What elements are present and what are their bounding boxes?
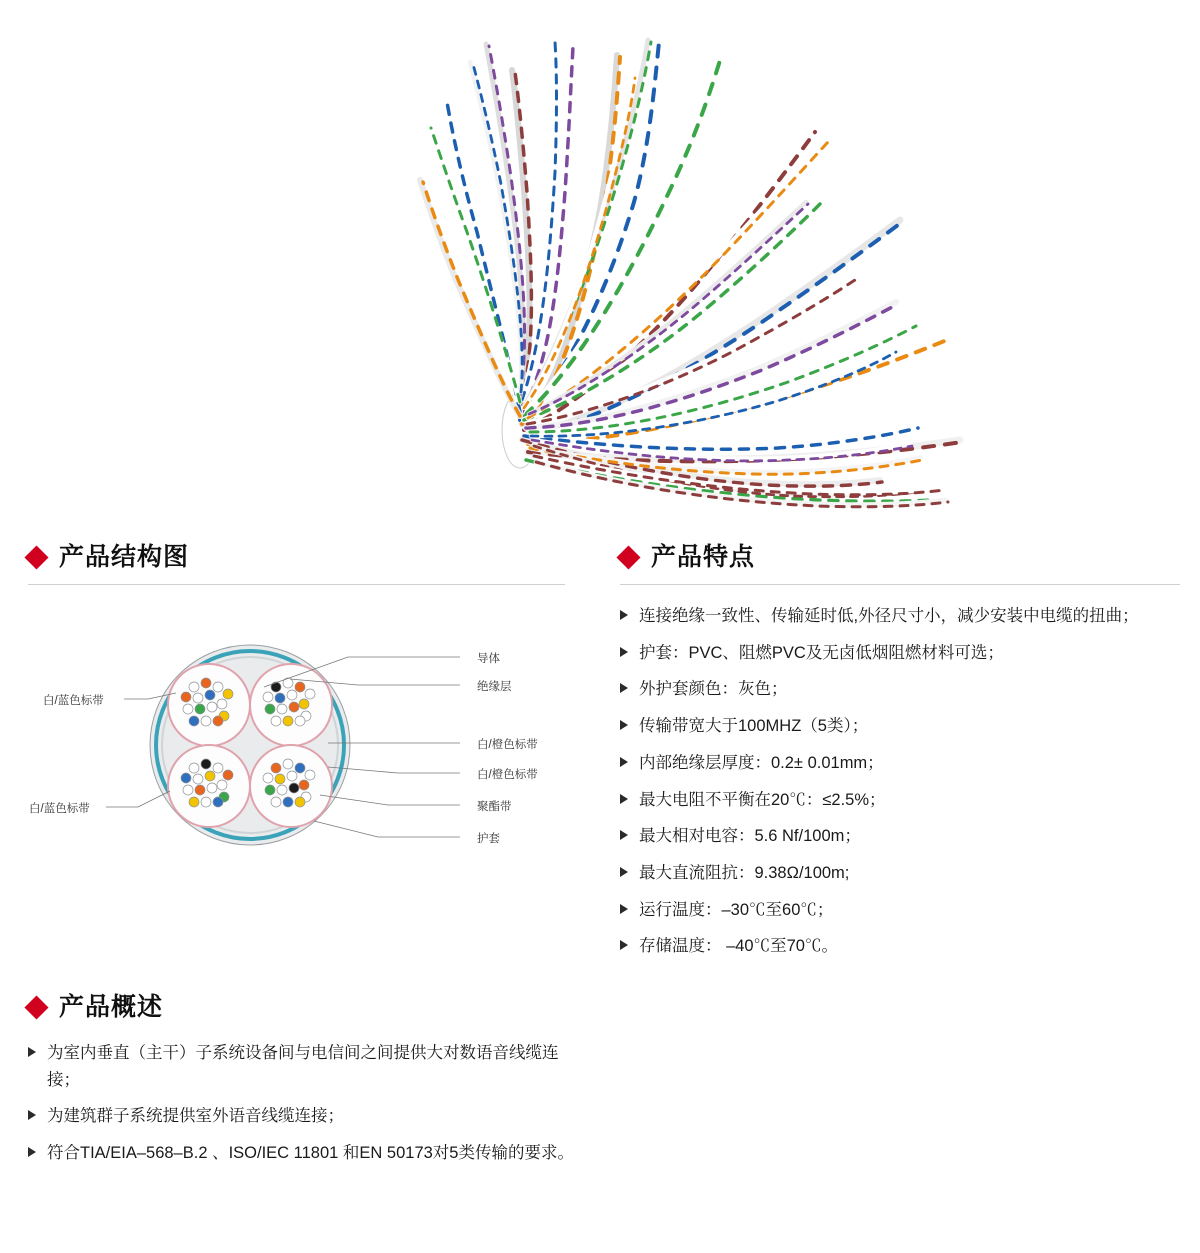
- list-item: [28, 1103, 588, 1130]
- overview-text: 为室内垂直（主干）子系统设备间与电信间之间提供大对数语音线缆连接；: [47, 1044, 559, 1089]
- structure-title: 产品结构图: [59, 543, 190, 571]
- overview-text: 符合TIA/EIA–568–B.2 、ISO/IEC 11801 和EN 50173对5类传输的要求。: [47, 1144, 574, 1163]
- triangle-bullet-icon: [620, 647, 628, 657]
- label-white-blue-tape-1: 白/蓝色标带: [43, 695, 104, 707]
- overview-text: 为建筑群子系统提供室外语音线缆连接；: [47, 1107, 344, 1126]
- list-item: [28, 1040, 588, 1093]
- list-item: [620, 823, 1180, 850]
- list-item: [620, 603, 1180, 630]
- list-item: [620, 640, 1180, 667]
- diamond-bullet-icon: [24, 545, 48, 569]
- triangle-bullet-icon: [620, 794, 628, 804]
- feature-text: 存储温度： –40℃至70℃。: [639, 937, 838, 956]
- label-conductor: 导体: [477, 653, 500, 665]
- structure-divider: [28, 584, 565, 585]
- triangle-bullet-icon: [620, 904, 628, 914]
- list-item: [620, 897, 1180, 924]
- overview-list: [28, 1040, 588, 1167]
- diamond-bullet-icon: [616, 545, 640, 569]
- triangle-bullet-icon: [620, 720, 628, 730]
- triangle-bullet-icon: [28, 1147, 36, 1157]
- diamond-bullet-icon: [24, 995, 48, 1019]
- triangle-bullet-icon: [620, 830, 628, 840]
- feature-text: 内部绝缘层厚度：0.2± 0.01mm；: [639, 753, 884, 772]
- triangle-bullet-icon: [620, 610, 628, 620]
- feature-text: 护套：PVC、阻燃PVC及无卤低烟阻燃材料可选；: [639, 643, 1004, 662]
- list-item: [620, 713, 1180, 740]
- triangle-bullet-icon: [620, 867, 628, 877]
- product-photo: [0, 0, 1200, 520]
- feature-text: 最大直流阻抗：9.38Ω/100m;: [639, 864, 850, 883]
- list-item: [28, 1140, 588, 1167]
- features-divider: [620, 584, 1180, 585]
- label-white-orange-tape-2: 白/橙色标带: [477, 769, 538, 781]
- features-title: 产品特点: [651, 543, 756, 571]
- list-item: [620, 860, 1180, 887]
- cable-photo-illustration: [0, 0, 1200, 520]
- feature-text: 传输带宽大于100MHZ（5类）；: [639, 717, 869, 736]
- features-list: [620, 603, 1180, 960]
- triangle-bullet-icon: [620, 683, 628, 693]
- triangle-bullet-icon: [28, 1047, 36, 1057]
- feature-text: 最大相对电容：5.6 Nf/100m；: [639, 827, 861, 846]
- label-polyester-tape: 聚酯带: [477, 801, 512, 813]
- overview-section: [28, 995, 588, 1177]
- list-item: [620, 787, 1180, 814]
- structure-heading: [28, 545, 568, 570]
- feature-text: 连接绝缘一致性、传输延时低,外径尺寸小，减少安装中电缆的扭曲；: [639, 607, 1139, 625]
- list-item: [620, 933, 1180, 960]
- structure-section: [28, 545, 568, 895]
- overview-title: 产品概述: [59, 993, 164, 1021]
- list-item: [620, 750, 1180, 777]
- label-white-orange-tape-1: 白/橙色标带: [477, 739, 538, 751]
- label-insulation: 绝缘层: [477, 681, 512, 693]
- triangle-bullet-icon: [28, 1110, 36, 1120]
- overview-heading: [28, 995, 588, 1020]
- feature-text: 最大电阻不平衡在20℃：≤2.5%；: [639, 790, 886, 809]
- feature-text: 外护套颜色：灰色；: [639, 680, 788, 699]
- features-section: [620, 545, 1180, 970]
- triangle-bullet-icon: [620, 757, 628, 767]
- cable-cross-section-diagram: [28, 595, 565, 895]
- list-item: [620, 676, 1180, 703]
- feature-text: 运行温度：–30℃至60℃；: [639, 900, 834, 919]
- features-heading: [620, 545, 1180, 570]
- triangle-bullet-icon: [620, 940, 628, 950]
- label-white-blue-tape-2: 白/蓝色标带: [29, 803, 90, 815]
- label-jacket: 护套: [477, 833, 500, 845]
